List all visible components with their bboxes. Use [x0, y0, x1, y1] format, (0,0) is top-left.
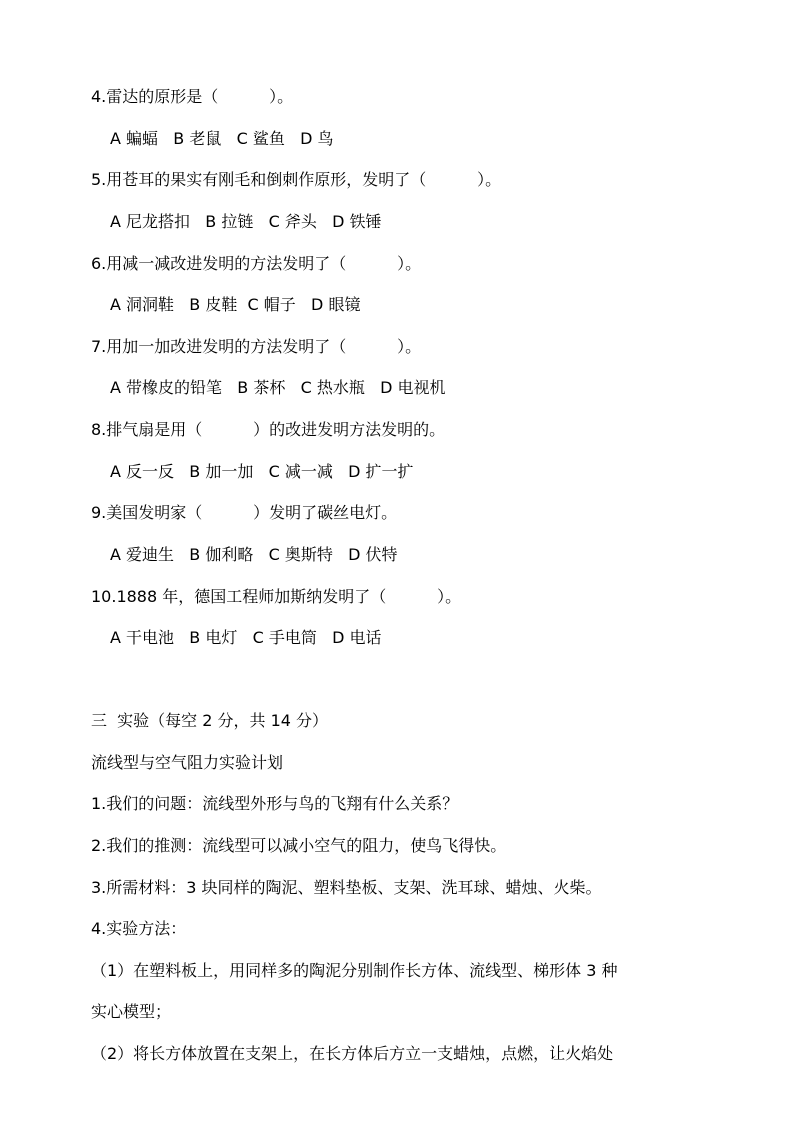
question-4-stem: 4.雷达的原形是（ ）。 [91, 87, 294, 106]
section-heading: 三 实验（每空 2 分，共 14 分） [91, 711, 329, 730]
experiment-line-2: 2.我们的推测：流线型可以减小空气的阻力，使鸟飞得快。 [91, 836, 507, 855]
question-8-stem: 8.排气扇是用（ ）的改进发明方法发明的。 [91, 420, 446, 439]
experiment-line-1: 1.我们的问题：流线型外形与鸟的飞翔有什么关系？ [91, 794, 459, 813]
question-7-options: A 带橡皮的铅笔 B 茶杯 C 热水瓶 D 电视机 [110, 378, 446, 397]
question-9-options: A 爱迪生 B 伽利略 C 奥斯特 D 伏特 [110, 545, 398, 564]
experiment-line-5: （1）在塑料板上，用同样多的陶泥分别制作长方体、流线型、梯形体 3 种 [91, 961, 618, 980]
question-6-stem: 6.用减一减改进发明的方法发明了（ ）。 [91, 254, 422, 273]
experiment-line-7: （2）将长方体放置在支架上，在长方体后方立一支蜡烛，点燃，让火焰处 [91, 1044, 614, 1063]
experiment-line-3: 3.所需材料：3 块同样的陶泥、塑料垫板、支架、洗耳球、蜡烛、火柴。 [91, 878, 602, 897]
question-9-stem: 9.美国发明家（ ）发明了碳丝电灯。 [91, 503, 398, 522]
question-10-stem: 10.1888 年，德国工程师加斯纳发明了（ ）。 [91, 587, 462, 606]
question-5-stem: 5.用苍耳的果实有刚毛和倒刺作原形，发明了（ ）。 [91, 170, 502, 189]
question-4-options: A 蝙蝠 B 老鼠 C 鲨鱼 D 鸟 [110, 129, 334, 148]
question-7-stem: 7.用加一加改进发明的方法发明了（ ）。 [91, 337, 422, 356]
experiment-title: 流线型与空气阻力实验计划 [91, 753, 284, 772]
question-6-options: A 洞洞鞋 B 皮鞋 C 帽子 D 眼镜 [110, 295, 361, 314]
question-10-options: A 干电池 B 电灯 C 手电筒 D 电话 [110, 628, 382, 647]
question-5-options: A 尼龙搭扣 B 拉链 C 斧头 D 铁锤 [110, 212, 382, 231]
experiment-line-6: 实心模型； [91, 1002, 172, 1021]
question-8-options: A 反一反 B 加一加 C 减一减 D 扩一扩 [110, 462, 414, 481]
experiment-line-4: 4.实验方法： [91, 919, 187, 938]
